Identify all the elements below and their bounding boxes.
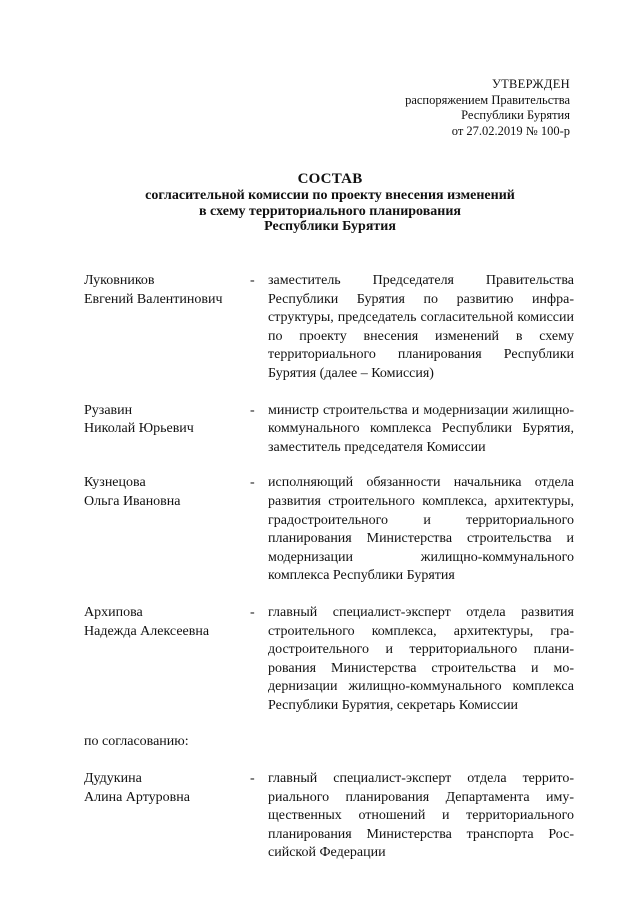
member-row: [84, 474, 574, 586]
member-surname: Рузавин: [84, 402, 133, 418]
member-row: [84, 402, 574, 458]
member-dash: -: [250, 771, 255, 787]
member-given-name: Ольга Ивановна: [84, 493, 181, 509]
document-heading: [80, 172, 580, 235]
member-dash: -: [250, 273, 255, 288]
approval-stamp: [405, 77, 570, 139]
approval-line-3: от 27.02.2019 № 100-р: [451, 123, 570, 138]
member-name: [84, 402, 250, 458]
member-given-name: Евгений Валентинович: [84, 291, 223, 307]
heading-line-2: в схему территориального планирования: [199, 203, 461, 219]
heading-title: СОСТАВ: [297, 171, 363, 187]
member-row: [84, 272, 574, 384]
member-surname: Дудукина: [84, 771, 142, 787]
member-surname: Луковников: [84, 273, 155, 288]
members-list: [84, 272, 574, 863]
member-dash: -: [250, 402, 255, 418]
agreement-label: по согласованию:: [84, 734, 189, 750]
member-name: [84, 604, 250, 716]
member-name: [84, 770, 250, 863]
member-row: [84, 604, 574, 716]
heading-line-3: Республики Бурятия: [264, 219, 396, 235]
member-dash: -: [250, 604, 255, 620]
member-surname: Архипова: [84, 604, 143, 620]
member-given-name: Николай Юрьевич: [84, 421, 194, 437]
heading-line-1: согласительной комиссии по проекту внесения изменений: [145, 187, 515, 203]
member-name: [84, 474, 250, 586]
approval-line-2: Республики Бурятия: [461, 108, 570, 122]
member-description: главный специалист-эксперт отдела территориального планирования Департамента имущественных отношений и территориального планирования Министерства транспорта Российской Федерации: [268, 771, 574, 861]
member-surname: Кузнецова: [84, 475, 146, 491]
member-description: министр строительства и модернизации жилищно-коммунального комплекса Республики Бурятия, заместитель председателя Комиссии: [268, 402, 574, 455]
member-given-name: Надежда Алексеевна: [84, 623, 210, 639]
member-name: [84, 272, 250, 384]
member-given-name: Алина Артуровна: [84, 789, 190, 805]
member-description: заместитель Председателя Правительства Республики Бурятия по развитию инфраструктуры, председатель согласительной комиссии по проекту внесения изменений в схему территориального планирования Республики Бурятия (далее – Комиссия): [268, 273, 574, 381]
member-description: главный специалист-эксперт отдела развития строительного комплекса, архитектуры, градостроительного и территориального планирования Министерства строительства и модернизации жилищно-коммунального комплекса Республики Бурятия, секретарь Комиссии: [268, 604, 574, 713]
member-dash: -: [250, 475, 255, 491]
approval-title: УТВЕРЖДЕН: [491, 77, 570, 91]
member-description: исполняющий обязанности начальника отдела развития строительного комплекса, архитектуры, градостроительного и территориального планирования Министерства строительства и модернизации жилищно-коммунального комплекса Республики Бурятия: [268, 475, 574, 584]
approval-line-1: распоряжением Правительства: [405, 92, 570, 107]
member-row: [84, 770, 574, 863]
